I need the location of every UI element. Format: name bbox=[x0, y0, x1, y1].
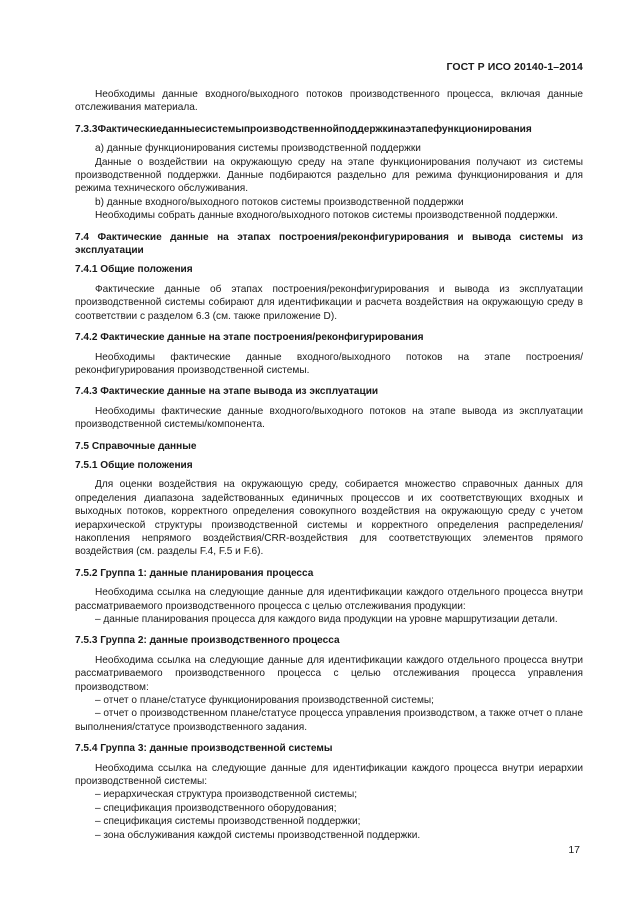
section-heading-7-4-1 bbox=[75, 263, 583, 276]
section-heading-7-5-1 bbox=[75, 459, 583, 472]
heading-text: 7.5.2 Группа 1: данные планирования процесса bbox=[75, 567, 314, 579]
section-heading-7-4 bbox=[75, 231, 583, 258]
paragraph: Необходима ссылка на следующие данные для идентификации каждого отдельного процесса внутри рассматриваемого производственного процесса с целью отслеживания процесса управления производством: bbox=[75, 654, 583, 693]
paragraph: Необходимы данные входного/выходного потоков производственного процесса, включая данные отслеживания материала. bbox=[75, 89, 583, 114]
list-item: – зона обслуживания каждой системы производственной поддержки. bbox=[95, 829, 421, 841]
list-item: – иерархическая структура производственной системы; bbox=[95, 789, 358, 801]
paragraph: Необходима ссылка на следующие данные для идентификации каждого процесса внутри иерархии производственной системы: bbox=[75, 762, 583, 788]
list-item: – спецификация системы производственной поддержки; bbox=[95, 816, 361, 828]
paragraph: Фактические данные об этапах построения/реконфигурирования и вывода из эксплуатации производственной системы собирают для идентификации и расчета воздействия на окружающую среду в соответствии с разделом 6.3 (см. также приложение D). bbox=[75, 283, 583, 322]
heading-text: 7.5.4 Группа 3: данные производственной системы bbox=[75, 743, 333, 755]
paragraph: Необходимы фактические данные входного/выходного потоков на этапе вывода из эксплуатации производственной системы/компонента. bbox=[75, 405, 583, 431]
paragraph: b) данные входного/выходного потоков системы производственной поддержки bbox=[95, 196, 464, 208]
section-heading-7-5 bbox=[75, 440, 583, 453]
section-heading-7-4-2 bbox=[75, 331, 583, 344]
section-heading-7-3-3 bbox=[75, 123, 583, 136]
list-item: – данные планирования процесса для каждого вида продукции на уровне маршрутизации детали. bbox=[95, 614, 558, 625]
list-item: – спецификация производственного оборудования; bbox=[95, 802, 337, 814]
section-heading-7-4-3 bbox=[75, 385, 583, 398]
paragraph: a) данные функционирования системы производственной поддержки bbox=[95, 143, 421, 155]
page-number: 17 bbox=[568, 844, 580, 856]
list-item: – отчет о плане/статусе функционирования производственной системы; bbox=[95, 695, 434, 707]
section-heading-7-5-2 bbox=[75, 567, 583, 580]
paragraph: Необходима ссылка на следующие данные для идентификации каждого отдельного процесса внутри рассматриваемого производственного процесса с целью отслеживания продукции: bbox=[75, 587, 583, 612]
document-body bbox=[75, 88, 583, 842]
heading-text: 7.5.3 Группа 2: данные производственного процесса bbox=[75, 635, 340, 647]
heading-text: 7.4.2 Фактические данные на этапе построения/реконфигурирования bbox=[75, 332, 424, 344]
heading-text: 7.4 Фактические данные на этапах построения/реконфигурирования и вывода системы из эксплуатации bbox=[75, 231, 583, 257]
document-header: ГОСТ Р ИСО 20140-1–2014 bbox=[446, 61, 583, 73]
heading-text: 7.4.1 Общие положения bbox=[75, 264, 193, 276]
heading-text: 7.5.1 Общие положения bbox=[75, 459, 193, 471]
paragraph: Необходимы фактические данные входного/выходного потоков на этапе построения/реконфигурирования производственной системы. bbox=[75, 351, 583, 376]
paragraph: Данные о воздействии на окружающую среду на этапе функционирования получают из системы производственной поддержки. Данные подбираются раздельно для режима функционирования и для режима технического обслуживания. bbox=[75, 156, 583, 195]
heading-text: 7.5 Справочные данные bbox=[75, 440, 197, 452]
paragraph: Для оценки воздействия на окружающую среду, собирается множество справочных данных для определения диапазона задействованных единичных процессов и их соответствующих входных и выходных потоков, корректного определения совокупного воздействия на окружающую среду с учетом иерархической структуры производственной системы и корректного определения распределения/накопления непрямого воздействия/CRR-воздействия для соответствующих элементов прямого воздействия (см. разделы F.4, F.5 и F.6). bbox=[75, 479, 583, 558]
section-heading-7-5-4 bbox=[75, 742, 583, 755]
paragraph: Необходимы собрать данные входного/выходного потоков системы производственной поддержки. bbox=[95, 210, 558, 222]
list-item: – отчет о производственном плане/статусе процесса управления производством, а также отчет о плане выполнения/статусе производственного задания. bbox=[75, 708, 583, 733]
section-heading-7-5-3 bbox=[75, 634, 583, 647]
heading-text: 7.4.3 Фактические данные на этапе вывода из эксплуатации bbox=[75, 386, 379, 398]
heading-text: 7.3.3Фактическиеданныесистемыпроизводственнойподдержкинаэтапефункционирования bbox=[75, 123, 532, 135]
